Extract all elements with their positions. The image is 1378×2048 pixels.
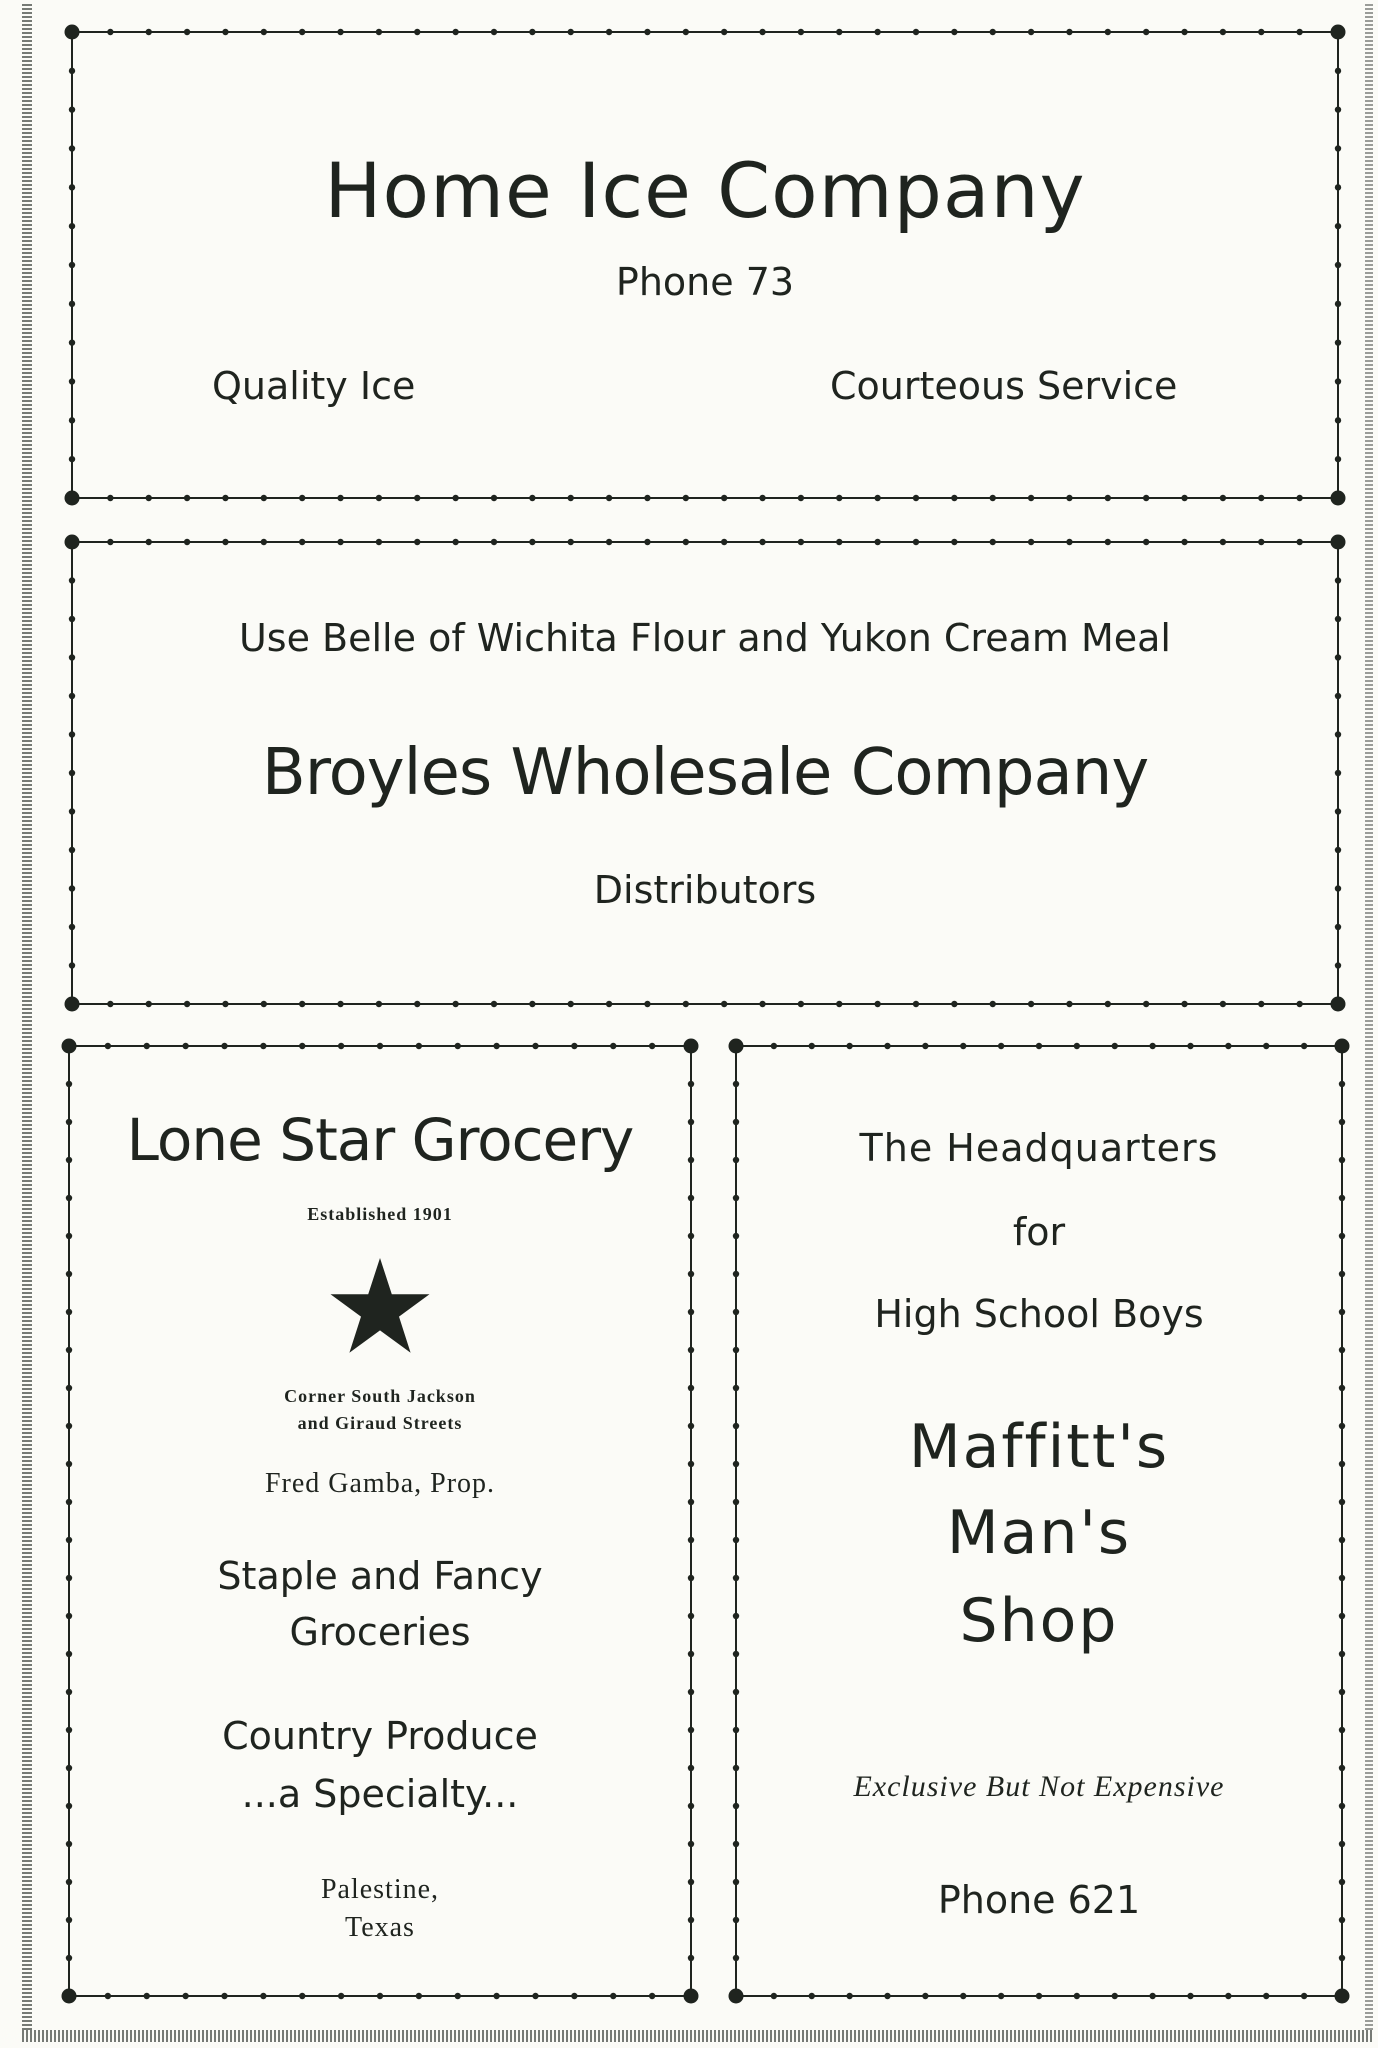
company-name: Home Ice Company [324, 146, 1086, 235]
star-icon [330, 1256, 430, 1356]
produce-line-1: Country Produce [222, 1714, 538, 1758]
produce-line-2: ...a Specialty... [241, 1772, 519, 1816]
proprietor: Fred Gamba, Prop. [264, 1468, 496, 1499]
dotted-frame [65, 1042, 695, 2000]
motto: Exclusive But Not Expensive [853, 1770, 1225, 1803]
ad-broyles-wholesale [68, 538, 1342, 1008]
ad-home-ice [68, 28, 1342, 502]
intro-line-2: for [1012, 1210, 1066, 1254]
phone-number: Phone 73 [615, 260, 795, 304]
tagline-right: Courteous Service [830, 364, 1178, 408]
ad-lone-star-grocery [65, 1042, 695, 2000]
intro-line-3: High School Boys [874, 1292, 1204, 1336]
ad-maffitts-mans-shop [732, 1042, 1346, 2000]
shop-name-line-1: Maffitt's [908, 1412, 1170, 1482]
intro-line-1: The Headquarters [859, 1126, 1219, 1170]
established-year: Established 1901 [307, 1204, 453, 1224]
goods-line-2: Groceries [289, 1610, 471, 1654]
city-line-1: Palestine, [320, 1874, 440, 1905]
store-name: Lone Star Grocery [126, 1106, 634, 1174]
goods-line-1: Staple and Fancy [217, 1554, 543, 1598]
flour-slogan: Use Belle of Wichita Flour and Yukon Cream Meal [238, 616, 1171, 660]
city-line-2: Texas [345, 1912, 415, 1943]
distributors-label: Distributors [593, 868, 817, 912]
tagline-left: Quality Ice [212, 364, 416, 408]
company-name: Broyles Wholesale Company [261, 736, 1149, 810]
page-border-right [1365, 4, 1373, 2032]
phone-number: Phone 621 [937, 1878, 1141, 1922]
shop-name-line-3: Shop [959, 1586, 1119, 1656]
address-line-1: Corner South Jackson [284, 1386, 476, 1406]
address-line-2: and Giraud Streets [297, 1413, 463, 1433]
page-border-bottom [22, 2030, 1372, 2042]
shop-name-line-2: Man's [946, 1498, 1132, 1568]
page-border-left [22, 4, 32, 2032]
